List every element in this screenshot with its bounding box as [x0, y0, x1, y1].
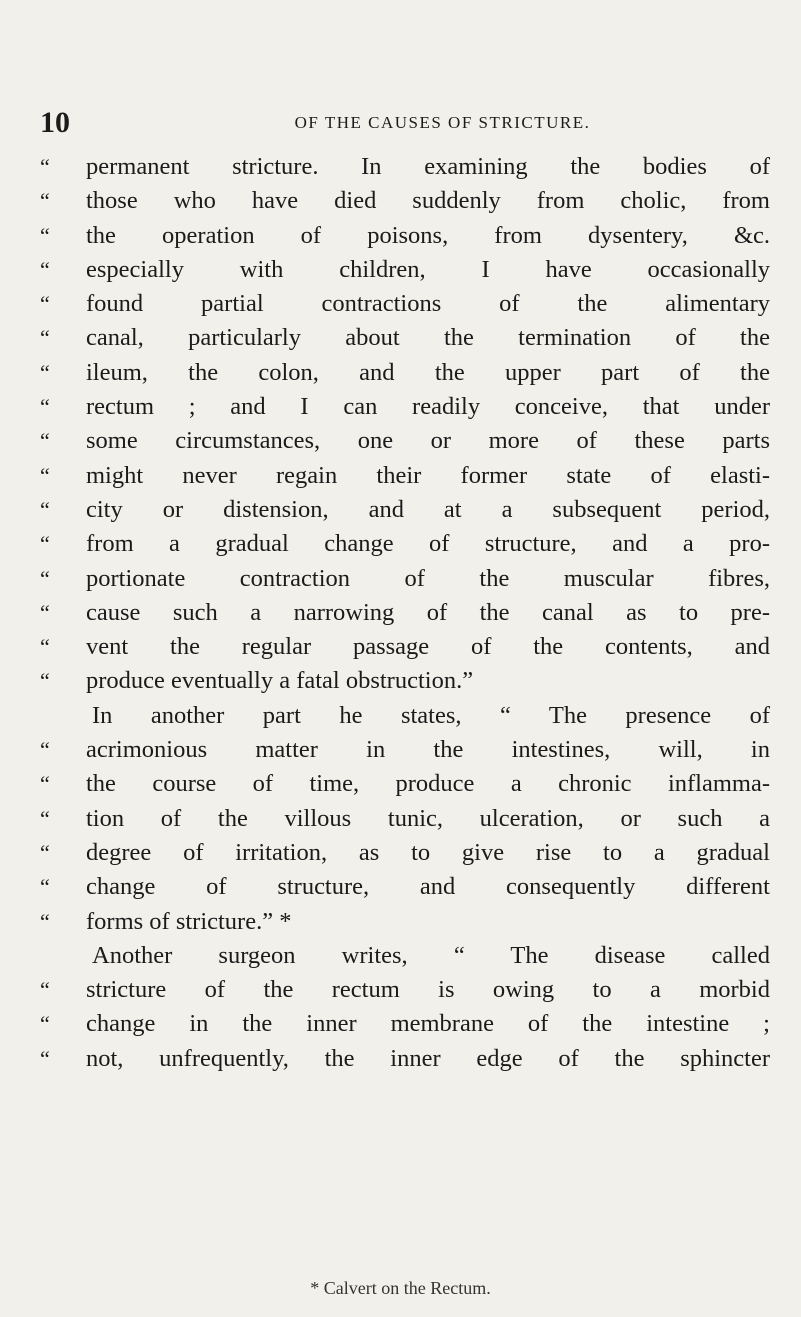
line-text: produce eventually a fatal obstruction.”	[86, 667, 474, 695]
line-text: from a gradual change of structure, and a pro-	[86, 530, 770, 558]
quote-mark: “	[40, 291, 50, 317]
line-text: tion of the villous tunic, ulceration, or such a	[86, 804, 770, 832]
quote-mark: “	[40, 256, 50, 282]
quote-mark: “	[40, 977, 50, 1003]
line-text: city or distension, and at a subsequent period,	[86, 495, 770, 523]
text-line	[40, 905, 770, 939]
text-line	[40, 596, 770, 630]
quote-mark: “	[40, 222, 50, 248]
line-text: change of structure, and consequently different	[86, 873, 770, 901]
quote-mark: “	[40, 565, 50, 591]
quote-mark: “	[40, 325, 50, 351]
quote-mark: “	[40, 599, 50, 625]
text-line	[40, 253, 770, 287]
page-header	[40, 103, 770, 143]
text-line	[40, 733, 770, 767]
text-line	[40, 630, 770, 664]
line-text: cause such a narrowing of the canal as to pre-	[86, 598, 770, 626]
quote-mark: “	[40, 874, 50, 900]
line-text: vent the regular passage of the contents, and	[86, 633, 770, 661]
paragraph-start-line	[40, 699, 770, 733]
line-text: the operation of poisons, from dysentery, &c.	[86, 221, 770, 249]
text-line	[40, 459, 770, 493]
line-text: Another surgeon writes, “ The disease called	[92, 941, 770, 969]
text-line	[40, 321, 770, 355]
line-text: some circumstances, one or more of these parts	[86, 427, 770, 455]
quote-mark: “	[40, 462, 50, 488]
text-line	[40, 1042, 770, 1076]
quote-mark: “	[40, 771, 50, 797]
line-text: permanent stricture. In examining the bodies of	[86, 153, 770, 180]
running-title: OF THE CAUSES OF STRICTURE.	[294, 113, 591, 132]
body-text	[40, 150, 770, 1076]
text-line	[40, 973, 770, 1007]
line-text: those who have died suddenly from cholic, from	[86, 187, 770, 215]
text-line	[40, 390, 770, 424]
text-line	[40, 150, 770, 184]
text-line	[40, 870, 770, 904]
text-line	[40, 767, 770, 801]
quote-mark: “	[40, 908, 50, 934]
line-text: acrimonious matter in the intestines, will, in	[86, 736, 770, 764]
line-text: portionate contraction of the muscular fibres,	[86, 564, 770, 592]
quote-mark: “	[40, 531, 50, 557]
text-line	[40, 219, 770, 253]
line-text: might never regain their former state of elasti-	[86, 461, 770, 489]
quote-mark: “	[40, 737, 50, 763]
quote-mark: “	[40, 634, 50, 660]
text-line	[40, 527, 770, 561]
text-line	[40, 493, 770, 527]
quote-mark	[40, 699, 86, 733]
quote-mark: “	[40, 668, 50, 694]
quote-mark: “	[40, 496, 50, 522]
line-text: not, unfrequently, the inner edge of the sphincter	[86, 1044, 770, 1072]
text-line	[40, 802, 770, 836]
quote-mark: “	[40, 394, 50, 420]
quote-mark: “	[40, 154, 50, 179]
line-text: especially with children, I have occasionally	[86, 255, 770, 283]
quote-mark	[40, 939, 86, 973]
text-line	[40, 287, 770, 321]
quote-mark: “	[40, 188, 50, 214]
quote-mark: “	[40, 805, 50, 831]
line-text: In another part he states, “ The presence of	[92, 701, 770, 729]
line-text: degree of irritation, as to give rise to a gradual	[86, 838, 770, 866]
text-line	[40, 184, 770, 218]
text-line	[40, 356, 770, 390]
line-text: forms of stricture.” *	[86, 907, 292, 935]
text-line	[40, 424, 770, 458]
quote-mark: “	[40, 839, 50, 865]
text-line	[40, 562, 770, 596]
line-text: the course of time, produce a chronic inflamma-	[86, 770, 770, 798]
text-line	[40, 836, 770, 870]
text-line	[40, 1007, 770, 1041]
line-text: canal, particularly about the termination of the	[86, 324, 770, 352]
text-line	[40, 664, 770, 698]
line-text: stricture of the rectum is owing to a morbid	[86, 976, 770, 1004]
paragraph-start-line	[40, 939, 770, 973]
line-text: change in the inner membrane of the intestine ;	[86, 1010, 770, 1038]
page-number: 10	[40, 106, 70, 139]
line-text: found partial contractions of the alimentary	[86, 290, 770, 318]
quote-mark: “	[40, 1045, 50, 1071]
line-text: rectum ; and I can readily conceive, that under	[86, 393, 770, 421]
quote-mark: “	[40, 359, 50, 385]
footnote: * Calvert on the Rectum.	[310, 1278, 491, 1298]
quote-mark: “	[40, 1011, 50, 1037]
quote-mark: “	[40, 428, 50, 454]
line-text: ileum, the colon, and the upper part of the	[86, 358, 770, 386]
